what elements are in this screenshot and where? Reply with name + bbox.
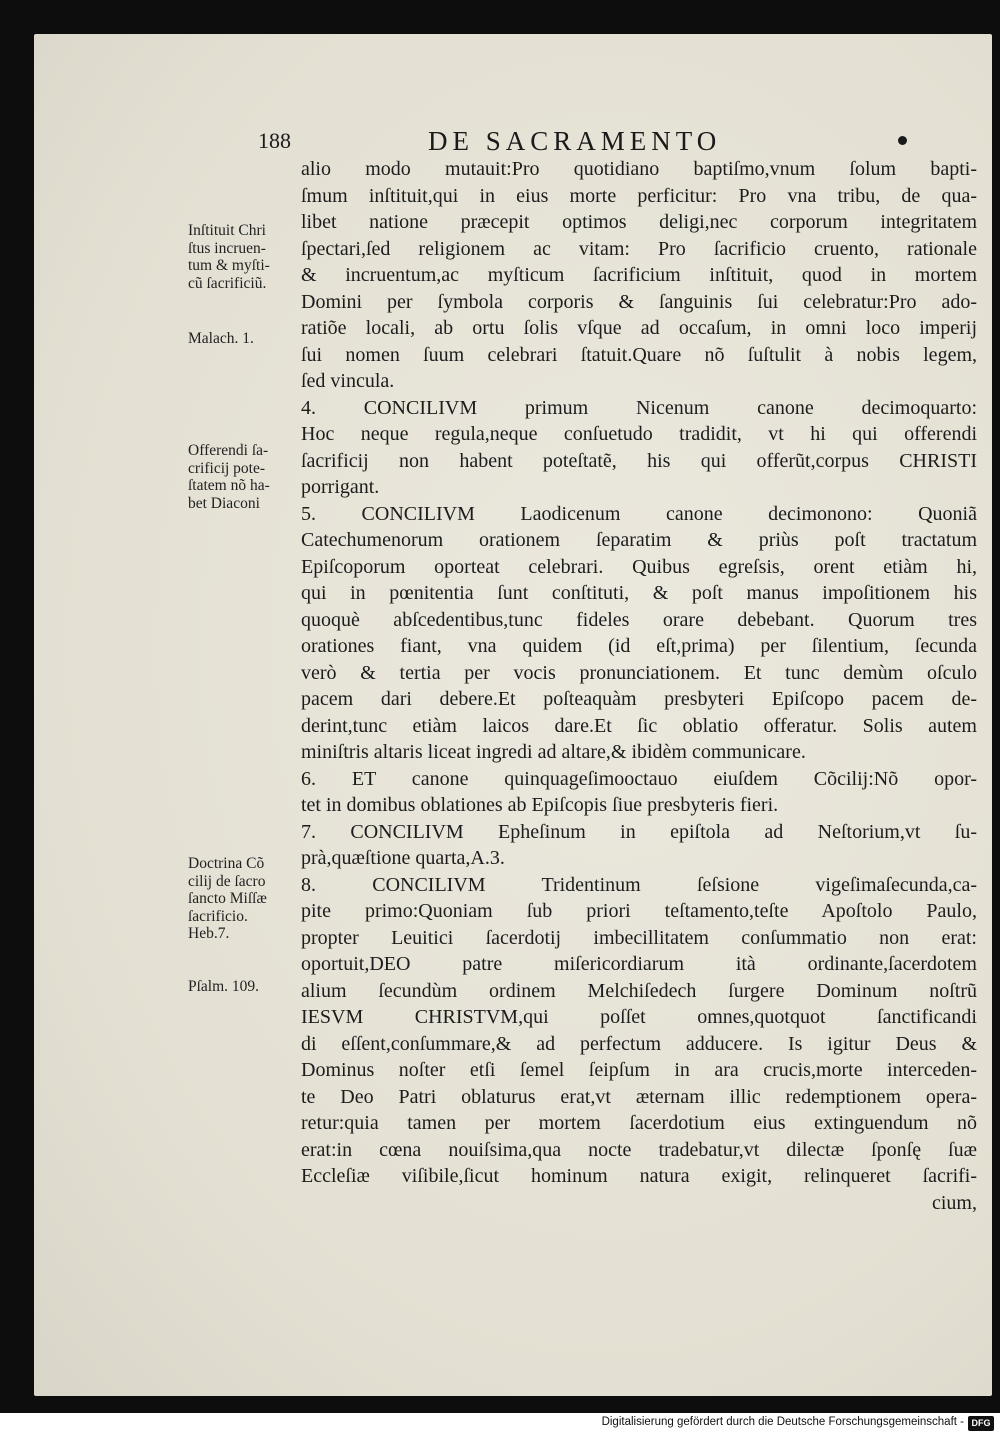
- margin-note: [188, 855, 303, 943]
- text-line: 7. CONCILIVM Epheſinum in epiſtola ad Neſtorium,vt ſu-: [301, 820, 977, 843]
- margin-note-line: ſtatem nõ ha-: [188, 477, 270, 495]
- text-line: propter Leuitici ſacerdotij imbecillitatem conſummatio non erat:: [301, 926, 977, 949]
- margin-note-line: Inſtituit Chri: [188, 222, 266, 239]
- text-line: ratiõe locali, ab ortu ſolis vſque ad occaſum, in omni loco imperij: [301, 317, 977, 339]
- margin-note-line: Heb.7.: [188, 925, 230, 943]
- text-line: retur:quia tamen per mortem ſacerdotium eius extinguendum nõ: [301, 1112, 977, 1134]
- text-line: 5. CONCILIVM Laodicenum canone decimonono: Quoniã: [301, 502, 977, 525]
- footer-credit: Digitalisierung gefördert durch die Deutsche Forschungsgemeinschaft -: [601, 1416, 964, 1428]
- text-line: pacem dari debere.Et poſteaquàm presbyteri Epiſcopo pacem de-: [301, 688, 977, 710]
- text-line: alium ſecundùm ordinem Melchiſedech ſurgere Dominum noſtrũ: [301, 979, 977, 1002]
- text-line: oportuit,DEO patre miſericordiarum ità ordinante,ſacerdotem: [301, 953, 977, 975]
- margin-note-line: Malach. 1.: [188, 330, 254, 347]
- margin-note-line: cũ ſacrificiũ.: [188, 274, 267, 292]
- margin-note-line: tum & myſti-: [188, 257, 270, 275]
- margin-note-line: bet Diaconi: [188, 494, 260, 512]
- text-line: 4. CONCILIVM primum Nicenum canone decimoquarto:: [301, 396, 977, 419]
- text-line: orationes fiant, vna quidem (id eſt,prima) per ſilentium, ſecunda: [301, 635, 977, 657]
- text-line: 6. ET canone quinquageſimooctauo eiuſdem Cõcilij:Nõ opor-: [301, 767, 977, 790]
- text-line: di eſſent,conſummare,& ad perfectum adducere. Is igitur Deus &: [301, 1032, 977, 1055]
- margin-note: [188, 330, 303, 348]
- text-line: erat:in cœna nouiſsima,qua nocte tradebatur,vt dilectæ ſponſę ſuæ: [301, 1138, 977, 1161]
- text-line: verò & tertia per vocis pronunciationem. Et tunc demùm oſculo: [301, 661, 977, 684]
- margin-note-line: ſancto Miſſæ: [188, 890, 267, 908]
- margin-note: [188, 222, 303, 292]
- text-line: Epiſcoporum oporteat celebrari. Quibus egreſsis, orent etiàm hi,: [301, 555, 977, 578]
- margin-note-line: Doctrina Cõ: [188, 855, 265, 872]
- page-number: 188: [258, 128, 291, 153]
- margin-note-line: ſtus incruen-: [188, 239, 266, 257]
- margin-note-line: Offerendi ſa-: [188, 442, 269, 459]
- text-line: Domini per ſymbola corporis & ſanguinis ſui celebratur:Pro ado-: [301, 290, 977, 313]
- text-line: ſui nomen ſuum celebrari ſtatuit.Quare nõ ſuſtulit à nobis legem,: [301, 343, 977, 366]
- text-line: & incruentum,ac myſticum ſacrificium inſtituit, quod in mortem: [301, 264, 977, 286]
- text-line: 8. CONCILIVM Tridentinum ſeſsione vigeſimaſecunda,ca-: [301, 873, 977, 896]
- text-line: ſpectari,ſed religionem ac vitam: Pro ſacrificio cruento, rationale: [301, 237, 977, 260]
- margin-note: [188, 978, 303, 996]
- text-line: Hoc neque regula,neque conſuetudo tradidit, vt hi qui offerendi: [301, 423, 977, 445]
- text-line: porrigant.: [301, 476, 380, 498]
- text-line: Catechumenorum orationem ſeparatim & priùs poſt tractatum: [301, 529, 977, 551]
- footer-bar: [0, 1413, 1000, 1435]
- text-line: quoquè abſcedentibus,tunc fideles orare debebant. Quorum tres: [301, 608, 977, 631]
- ornament-dot: [898, 136, 907, 145]
- text-line: prà,quæſtione quarta,A.3.: [301, 847, 505, 869]
- text-line: Eccleſiæ viſibile,ſicut hominum natura exigit, relinqueret ſacrifi-: [301, 1165, 977, 1187]
- catchword: cium,: [932, 1191, 977, 1214]
- text-line: libet natione præcepit optimos deligi,nec corporum integritatem: [301, 211, 977, 233]
- text-line: miniſtris altaris liceat ingredi ad altare,& ibidèm communicare.: [301, 741, 806, 763]
- page-header: [258, 128, 918, 158]
- text-line: te Deo Patri oblaturus erat,vt æternam illic redemptionem opera-: [301, 1085, 977, 1108]
- text-line: ſmum inſtituit,qui in eius morte perficitur: Pro vna tribu, de qua-: [301, 184, 977, 207]
- text-line: alio modo mutauit:Pro quotidiano baptiſmo,vnum ſolum bapti-: [301, 158, 977, 180]
- margin-note-line: crificij pote-: [188, 459, 266, 477]
- text-line: derint,tunc etiàm laicos dare.Et ſic oblatio offeratur. Solis autem: [301, 714, 977, 737]
- text-line: ſacrificij non habent poteſtatẽ, his qui offerũt,corpus CHRISTI: [301, 449, 977, 472]
- text-line: qui in pœnitentia ſunt conſtituti, & poſt manus impoſitionem his: [301, 582, 977, 604]
- text-line: tet in domibus oblationes ab Epiſcopis ſiue presbyteris fieri.: [301, 794, 779, 816]
- main-text-block: [301, 156, 977, 1216]
- margin-note-line: Pſalm. 109.: [188, 978, 260, 995]
- margin-note-line: cilij de ſacro: [188, 872, 266, 890]
- running-title: DE SACRAMENTO: [428, 126, 722, 156]
- margin-note: [188, 442, 303, 512]
- text-line: IESVM CHRISTVM,qui poſſet omnes,quotquot ſanctificandi: [301, 1006, 977, 1028]
- text-line: pite primo:Quoniam ſub priori teſtamento,teſte Apoſtolo Paulo,: [301, 900, 977, 922]
- text-line: ſed vincula.: [301, 370, 395, 392]
- dfg-logo-icon: DFG: [968, 1416, 994, 1431]
- text-line: Dominus noſter etſi ſemel ſeipſum in ara crucis,morte interceden-: [301, 1059, 977, 1081]
- margin-note-line: ſacrificio.: [188, 907, 248, 925]
